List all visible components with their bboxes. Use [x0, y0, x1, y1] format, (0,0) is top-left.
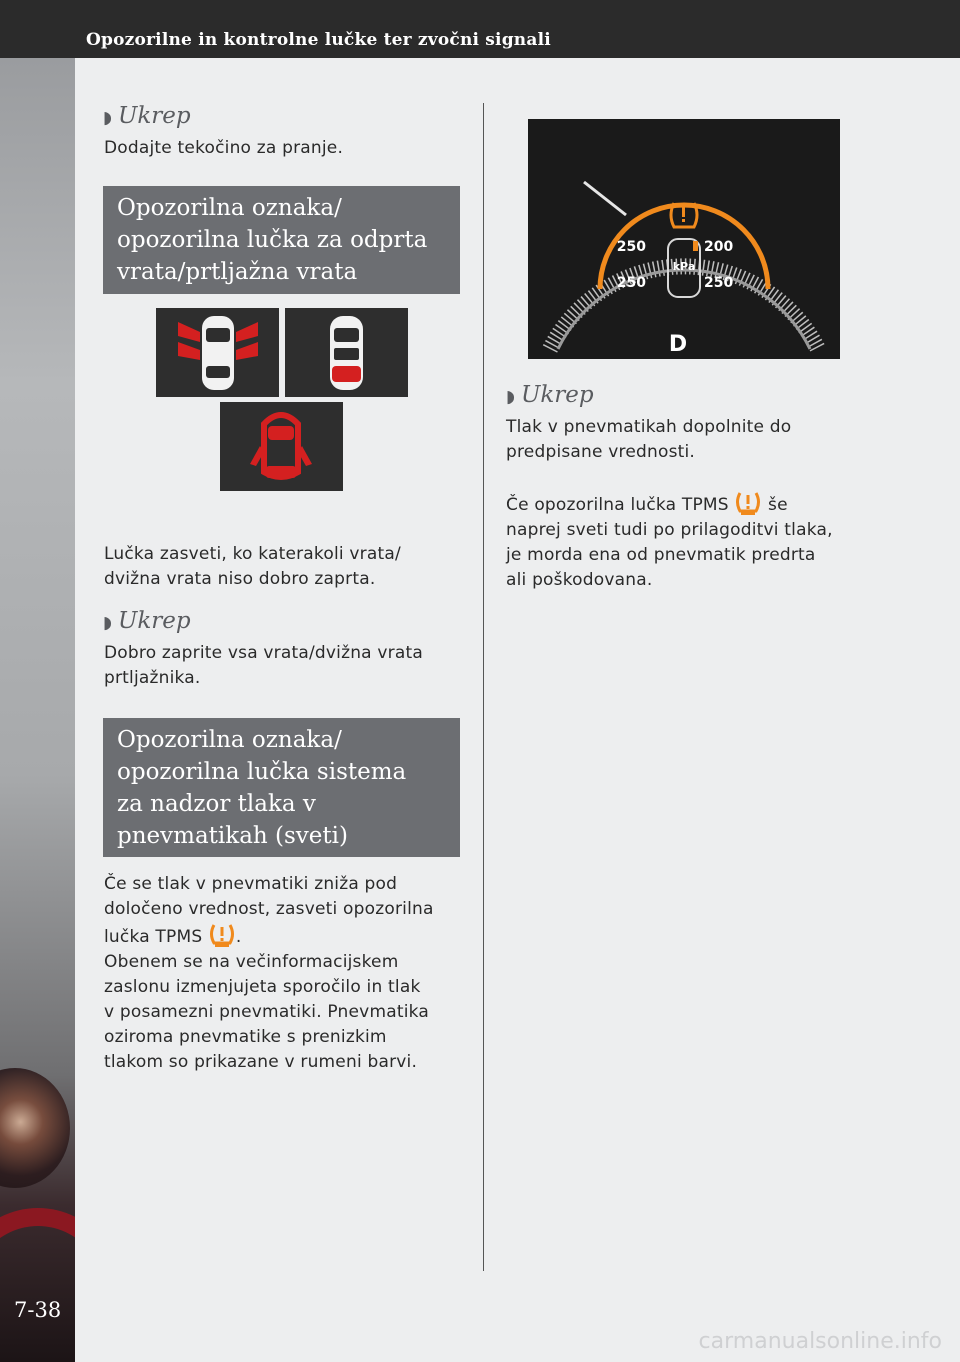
section-heading-tpms: [103, 718, 460, 857]
text-fragment: .: [235, 927, 242, 947]
text-line: tlakom so prikazane v rumeni barvi.: [104, 1052, 418, 1072]
triangle-bullet-icon: ◗: [103, 108, 112, 128]
text-line: naprej sveti tudi po prilagoditvi tlaka,: [506, 520, 833, 540]
text-line: [104, 922, 434, 950]
gear-indicator: D: [668, 332, 688, 357]
tpms-instrument-display: [528, 119, 840, 359]
text-line: Dobro zaprite vsa vrata/dvižna vrata: [104, 643, 423, 663]
car-body-image: [0, 1208, 75, 1362]
left-decorative-band: [0, 58, 75, 1362]
ukrep-heading-3: [506, 382, 594, 408]
text-fragment: še: [768, 495, 788, 515]
pressure-front-right: 200: [704, 239, 734, 255]
watermark: carmanualsonline.info: [698, 1329, 942, 1354]
column-divider: [483, 103, 484, 1271]
trunk-open-icon: [285, 308, 408, 397]
section-title-line: Opozorilna oznaka/: [117, 195, 342, 221]
page-number: 7-38: [14, 1298, 62, 1322]
section-title-line: opozorilna lučka sistema: [117, 759, 407, 785]
pressure-rear-right: 250: [704, 275, 734, 291]
triangle-bullet-icon: ◗: [506, 387, 515, 407]
text-fragment: lučka TPMS: [104, 927, 203, 947]
headlight-image: [0, 1068, 70, 1188]
tpms-persistent-note: [506, 490, 833, 593]
text-line: Tlak v pnevmatikah dopolnite do: [506, 417, 792, 437]
section-title-line: Opozorilna oznaka/: [117, 727, 342, 753]
ukrep-label: Ukrep: [117, 103, 191, 129]
tpms-warning-icon: [734, 490, 762, 516]
liftgate-open-icon: [220, 402, 343, 491]
ukrep-label: Ukrep: [520, 382, 594, 408]
section-title-line: opozorilna lučka za odprta: [117, 227, 428, 253]
text-line: Če se tlak v pnevmatiki zniža pod: [104, 874, 398, 894]
text-line: Lučka zasveti, ko katerakoli vrata/: [104, 544, 401, 564]
header-title: Opozorilne in kontrolne lučke ter zvočni signali: [86, 30, 551, 50]
ukrep-text-3: [506, 415, 791, 465]
ukrep-heading-1: [103, 103, 191, 129]
section-title-line: pnevmatikah (sveti): [117, 823, 348, 849]
text-line: oziroma pnevmatike s prenizkim: [104, 1027, 387, 1047]
ukrep-text-2: [104, 641, 423, 691]
text-line: prtljažnika.: [104, 668, 201, 688]
text-line: Obenem se na večinformacijskem: [104, 952, 399, 972]
text-line: ali poškodovana.: [506, 570, 653, 590]
text-line: [506, 490, 833, 518]
ukrep-heading-2: [103, 608, 191, 634]
page-header: [0, 0, 960, 58]
pressure-front-left: 250: [616, 239, 646, 255]
open-doors-icon: [156, 308, 279, 397]
text-line: določeno vrednost, zasveti opozorilna: [104, 899, 434, 919]
section-title-line: vrata/prtljažna vrata: [117, 259, 358, 285]
text-line: je morda ena od pnevmatik predrta: [506, 545, 816, 565]
tpms-warning-icon: [208, 922, 236, 948]
ukrep-text-1: Dodajte tekočino za pranje.: [104, 138, 344, 158]
pressure-unit: kPa: [672, 260, 696, 273]
ukrep-label: Ukrep: [117, 608, 191, 634]
text-line: zaslonu izmenjujeta sporočilo in tlak: [104, 977, 421, 997]
text-fragment: Če opozorilna lučka TPMS: [506, 495, 729, 515]
text-line: v posamezni pnevmatiki. Pnevmatika: [104, 1002, 429, 1022]
door-warning-description: [104, 542, 401, 592]
pressure-rear-left: 250: [616, 275, 646, 291]
text-line: predpisane vrednosti.: [506, 442, 696, 462]
section-heading-door-warning: [103, 186, 460, 294]
triangle-bullet-icon: ◗: [103, 613, 112, 633]
tpms-description: [104, 872, 434, 1075]
text-line: dvižna vrata niso dobro zaprta.: [104, 569, 376, 589]
section-title-line: za nadzor tlaka v: [117, 791, 316, 817]
